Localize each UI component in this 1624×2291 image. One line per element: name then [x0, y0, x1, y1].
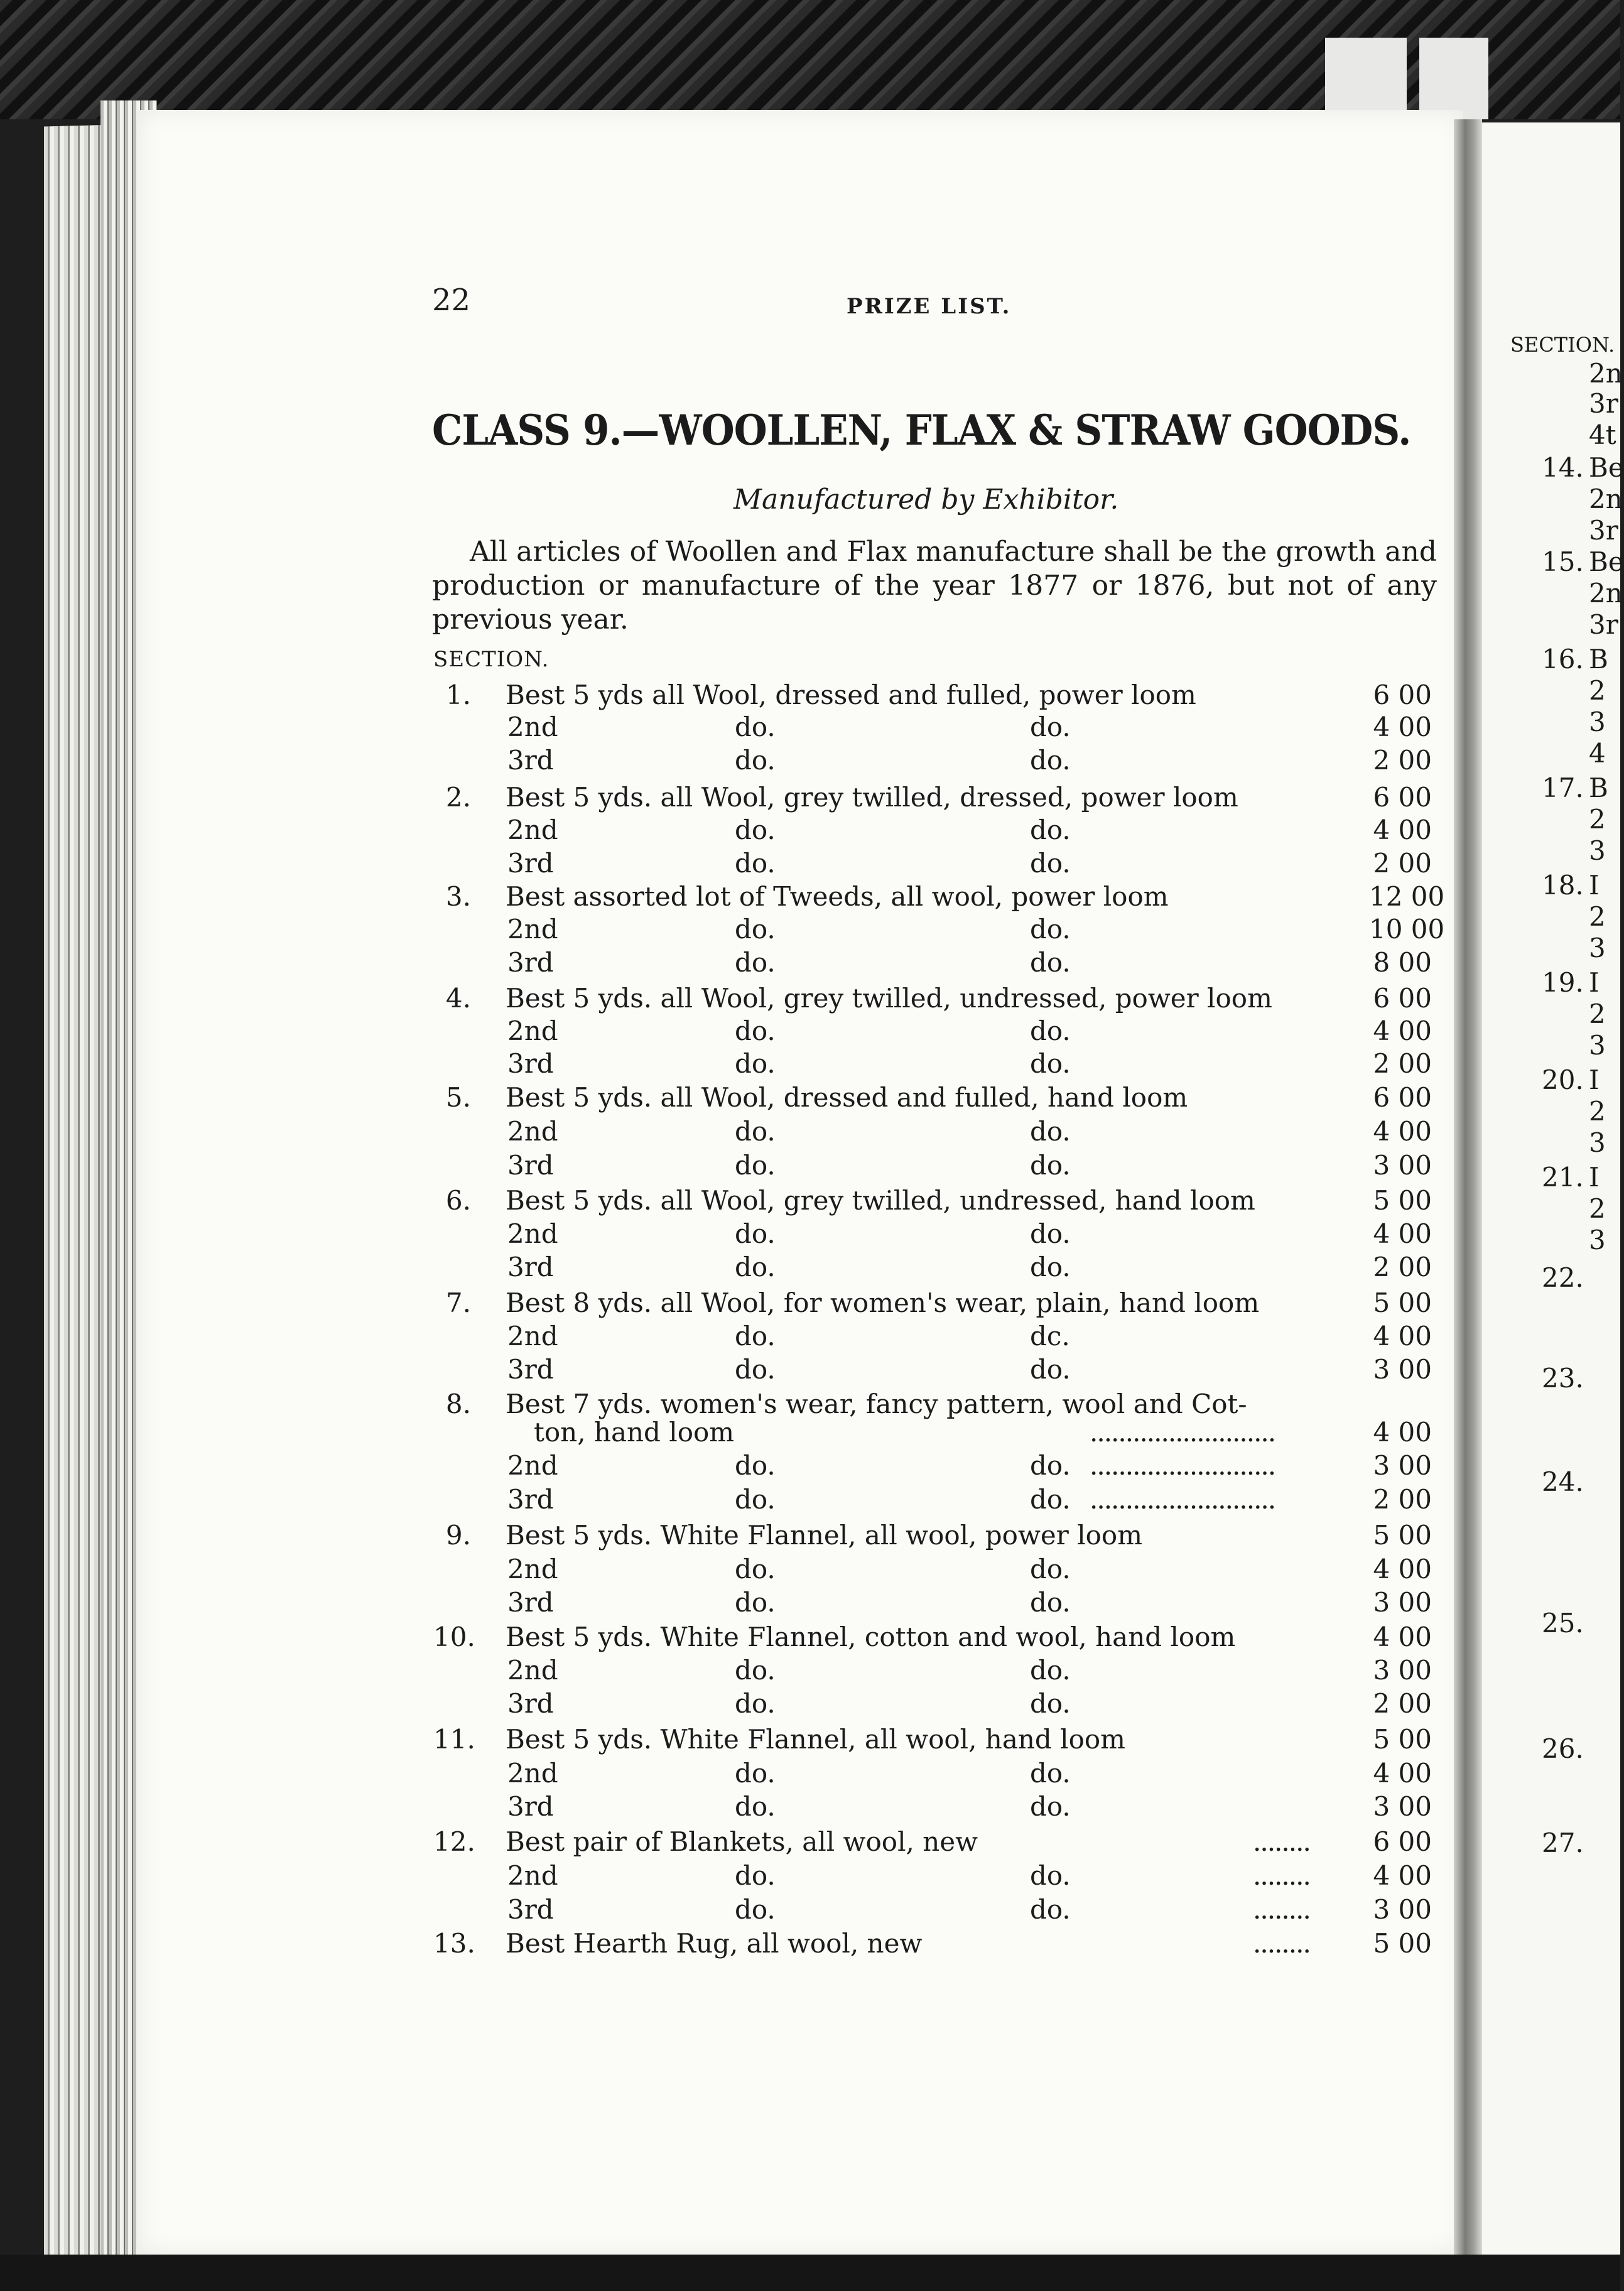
prize-amount: 12 00	[1369, 881, 1445, 912]
ditto-mark: do.	[1030, 1688, 1071, 1719]
prize-row	[0, 815, 1444, 848]
prize-rank: 2nd	[507, 1860, 558, 1891]
ditto-mark: do.	[735, 1894, 776, 1925]
ditto-mark: do.	[735, 848, 776, 879]
prize-amount: 4 00	[1373, 1321, 1432, 1351]
section-header: SECTION.	[433, 647, 549, 672]
prize-rank: 3rd	[507, 848, 554, 879]
prize-description: Best 5 yds. all Wool, grey twilled, undressed, hand loom	[506, 1185, 1255, 1216]
leader-dots: ........	[1253, 1928, 1310, 1959]
intro-paragraph: All articles of Woollen and Flax manufacture shall be the growth and production or manufacture of the year 1877 or 1876, but not of any previous year.	[432, 536, 1437, 636]
prize-row	[0, 1116, 1444, 1150]
prize-rank: 3rd	[507, 1894, 554, 1925]
right-page-fragment: 4t	[1589, 420, 1616, 450]
ditto-mark: do.	[1030, 712, 1071, 742]
ditto-mark: do.	[1030, 1252, 1071, 1282]
section-number: 8.	[445, 1389, 471, 1419]
right-page-fragment: 16.	[1542, 644, 1584, 674]
right-page-fragment: 20.	[1542, 1064, 1584, 1095]
section-number: 12.	[433, 1826, 475, 1857]
prize-row	[0, 1185, 1444, 1219]
prize-row	[0, 680, 1444, 713]
right-page-fragment: 2n	[1589, 578, 1623, 609]
prize-row	[0, 1048, 1444, 1082]
paper-tab	[1419, 38, 1488, 119]
right-page-fragment: 4	[1589, 738, 1606, 769]
prize-amount: 3 00	[1373, 1655, 1432, 1686]
ditto-mark: do.	[1030, 1758, 1071, 1789]
ditto-mark: do.	[735, 1321, 776, 1351]
prize-rank: 3rd	[507, 1150, 554, 1181]
right-page-fragment: 3	[1589, 1127, 1606, 1158]
ditto-mark: dc.	[1030, 1321, 1070, 1351]
prize-row	[0, 1894, 1444, 1928]
prize-amount: 3 00	[1373, 1450, 1432, 1481]
ditto-mark: do.	[1030, 1354, 1071, 1385]
ditto-mark: do.	[1030, 1218, 1071, 1249]
right-page-fragment: 19.	[1542, 967, 1584, 998]
right-page-fragment: I	[1589, 967, 1600, 998]
section-number: 4.	[445, 983, 471, 1014]
prize-rank: 2nd	[507, 914, 558, 945]
prize-description: Best 5 yds. White Flannel, all wool, power loom	[506, 1520, 1143, 1551]
leader-dots: ..........................	[1090, 1484, 1275, 1515]
scan-background-bottom	[0, 2255, 1620, 2291]
section-number: 5.	[445, 1082, 471, 1113]
ditto-mark: do.	[735, 1116, 776, 1147]
prize-row	[0, 1826, 1444, 1860]
ditto-mark: do.	[1030, 1484, 1071, 1515]
ditto-mark: do.	[1030, 745, 1071, 776]
ditto-mark: do.	[1030, 1016, 1071, 1046]
prize-amount: 6 00	[1373, 1826, 1432, 1857]
prize-rank: 2nd	[507, 1321, 558, 1351]
prize-row	[0, 1554, 1444, 1588]
section-number: 9.	[445, 1520, 471, 1551]
ditto-mark: do.	[735, 1554, 776, 1584]
prize-row	[0, 1287, 1444, 1321]
prize-rank: 3rd	[507, 1688, 554, 1719]
leader-dots: ..........................	[1090, 1450, 1275, 1481]
right-page-fragment: Be	[1589, 452, 1624, 483]
prize-rank: 3rd	[507, 745, 554, 776]
prize-amount: 6 00	[1373, 782, 1432, 813]
ditto-mark: do.	[1030, 848, 1071, 879]
prize-rank: 2nd	[507, 1218, 558, 1249]
ditto-mark: do.	[1030, 1554, 1071, 1584]
section-number: 13.	[433, 1928, 475, 1959]
ditto-mark: do.	[735, 745, 776, 776]
ditto-mark: do.	[1030, 1450, 1071, 1481]
right-page-fragment: 27.	[1542, 1828, 1584, 1858]
prize-description: Best 5 yds. all Wool, dressed and fulled, hand loom	[506, 1082, 1188, 1113]
ditto-mark: do.	[735, 1150, 776, 1181]
prize-row	[0, 1016, 1444, 1049]
prize-amount: 5 00	[1373, 1287, 1432, 1318]
prize-row	[0, 1082, 1444, 1116]
prize-rank: 3rd	[507, 1354, 554, 1385]
ditto-mark: do.	[1030, 914, 1071, 945]
right-page-fragment: 25.	[1542, 1608, 1584, 1638]
ditto-mark: do.	[735, 1791, 776, 1822]
prize-description: Best 7 yds. women's wear, fancy pattern, wool and Cot-	[506, 1389, 1247, 1419]
prize-rank: 2nd	[507, 1758, 558, 1789]
prize-rank: 3rd	[507, 1791, 554, 1822]
ditto-mark: do.	[735, 914, 776, 945]
right-page-fragment: B	[1589, 772, 1608, 803]
prize-row	[0, 1622, 1444, 1655]
prize-row	[0, 1724, 1444, 1758]
prize-amount: 4 00	[1373, 1016, 1432, 1046]
prize-amount: 2 00	[1373, 1484, 1432, 1515]
right-page	[1482, 122, 1624, 2270]
prize-amount: 2 00	[1373, 1252, 1432, 1282]
prize-rank: 2nd	[507, 1016, 558, 1046]
page-number: 22	[432, 283, 471, 318]
ditto-mark: do.	[735, 712, 776, 742]
right-page-fragment: 2	[1589, 1096, 1606, 1127]
prize-row	[0, 1417, 1444, 1451]
right-page-fragment: 3r	[1589, 609, 1618, 640]
prize-amount: 3 00	[1373, 1894, 1432, 1925]
prize-amount: 3 00	[1373, 1354, 1432, 1385]
prize-row	[0, 782, 1444, 816]
class-subtitle: Manufactured by Exhibitor.	[734, 484, 1119, 516]
prize-amount: 4 00	[1373, 1554, 1432, 1584]
prize-description: Best Hearth Rug, all wool, new	[506, 1928, 923, 1959]
right-page-fragment: 14.	[1542, 452, 1584, 483]
right-page-fragment: 18.	[1542, 870, 1584, 901]
leader-dots: ........	[1253, 1894, 1310, 1925]
prize-amount: 2 00	[1373, 1048, 1432, 1079]
prize-amount: 2 00	[1373, 745, 1432, 776]
right-page-fragment: I	[1589, 1162, 1600, 1193]
right-page-fragment: 2	[1589, 675, 1606, 706]
prize-rank: 3rd	[507, 1048, 554, 1079]
right-page-fragment: I	[1589, 1064, 1600, 1095]
section-number: 2.	[445, 782, 471, 813]
right-page-fragment: 24.	[1542, 1466, 1584, 1497]
ditto-mark: do.	[735, 1048, 776, 1079]
prize-row	[0, 1928, 1444, 1962]
prize-amount: 4 00	[1373, 1218, 1432, 1249]
prize-amount: 2 00	[1373, 848, 1432, 879]
prize-row	[0, 1758, 1444, 1792]
prize-rank: 2nd	[507, 1655, 558, 1686]
prize-amount: 5 00	[1373, 1724, 1432, 1755]
ditto-mark: do.	[1030, 1587, 1071, 1618]
prize-amount: 3 00	[1373, 1791, 1432, 1822]
ditto-mark: do.	[735, 1354, 776, 1385]
ditto-mark: do.	[735, 815, 776, 845]
right-page-fragment: 3r	[1589, 388, 1618, 419]
prize-amount: 5 00	[1373, 1520, 1432, 1551]
ditto-mark: do.	[1030, 1894, 1071, 1925]
prize-rank: 3rd	[507, 1587, 554, 1618]
section-number: 10.	[433, 1622, 475, 1652]
prize-description: Best 5 yds. White Flannel, all wool, hand loom	[506, 1724, 1125, 1755]
prize-amount: 5 00	[1373, 1185, 1432, 1216]
prize-amount: 4 00	[1373, 1622, 1432, 1652]
right-page-fragment: B	[1589, 644, 1608, 674]
class-title: CLASS 9.—WOOLLEN, FLAX & STRAW GOODS.	[432, 406, 1411, 455]
right-page-fragment: 23.	[1542, 1363, 1584, 1394]
prize-row	[0, 1688, 1444, 1722]
right-page-fragment: 3	[1589, 707, 1606, 737]
ditto-mark: do.	[1030, 1048, 1071, 1079]
prize-row	[0, 1252, 1444, 1286]
ditto-mark: do.	[735, 1252, 776, 1282]
prize-description: Best 5 yds all Wool, dressed and fulled, power loom	[506, 680, 1196, 710]
prize-rank: 2nd	[507, 1450, 558, 1481]
prize-amount: 4 00	[1373, 1860, 1432, 1891]
section-number: 3.	[445, 881, 471, 912]
ditto-mark: do.	[1030, 815, 1071, 845]
right-section-header: SECTION.	[1510, 333, 1615, 357]
prize-row	[0, 1321, 1444, 1355]
prize-amount: 6 00	[1373, 680, 1432, 710]
right-page-fragment: 2n	[1589, 358, 1623, 389]
prize-row	[0, 1655, 1444, 1689]
prize-amount: 2 00	[1373, 1688, 1432, 1719]
paper-tab	[1325, 38, 1407, 119]
prize-rank: 3rd	[507, 947, 554, 978]
right-page-fragment: 3r	[1589, 515, 1618, 546]
ditto-mark: do.	[1030, 1791, 1071, 1822]
right-page-fragment: 3	[1589, 1225, 1606, 1255]
book-gutter	[1454, 119, 1482, 2261]
prize-row	[0, 712, 1444, 745]
prize-amount: 4 00	[1373, 1116, 1432, 1147]
prize-amount: 3 00	[1373, 1150, 1432, 1181]
running-header: PRIZE LIST.	[847, 294, 1012, 319]
prize-row	[0, 1354, 1444, 1388]
right-page-fragment: 17.	[1542, 772, 1584, 803]
ditto-mark: do.	[1030, 1655, 1071, 1686]
prize-rank: 2nd	[507, 815, 558, 845]
prize-row	[0, 914, 1444, 948]
prize-row	[0, 1218, 1444, 1252]
right-page-fragment: 15.	[1542, 546, 1584, 577]
prize-amount: 6 00	[1373, 983, 1432, 1014]
right-page-fragment: 2	[1589, 1193, 1606, 1224]
ditto-mark: do.	[735, 1450, 776, 1481]
section-number: 6.	[445, 1185, 471, 1216]
right-page-fragment: 3	[1589, 933, 1606, 963]
right-page-fragment: 2	[1589, 804, 1606, 835]
prize-amount: 5 00	[1373, 1928, 1432, 1959]
prize-description: Best assorted lot of Tweeds, all wool, power loom	[506, 881, 1169, 912]
ditto-mark: do.	[1030, 1116, 1071, 1147]
prize-row	[0, 848, 1444, 882]
prize-row	[0, 745, 1444, 779]
right-page-fragment: 2	[1589, 999, 1606, 1029]
prize-description: Best 5 yds. all Wool, grey twilled, undressed, power loom	[506, 983, 1272, 1014]
ditto-mark: do.	[735, 1587, 776, 1618]
right-page-fragment: 26.	[1542, 1733, 1584, 1764]
ditto-mark: do.	[735, 1758, 776, 1789]
prize-row	[0, 1450, 1444, 1484]
prize-amount: 4 00	[1373, 815, 1432, 845]
ditto-mark: do.	[735, 1655, 776, 1686]
prize-description: Best 5 yds. all Wool, grey twilled, dressed, power loom	[506, 782, 1238, 813]
prize-amount: 6 00	[1373, 1082, 1432, 1113]
leader-dots: ........	[1253, 1860, 1310, 1891]
right-page-fragment: 2	[1589, 901, 1606, 932]
prize-amount: 10 00	[1369, 914, 1445, 945]
prize-row	[0, 1484, 1444, 1518]
prize-description: Best pair of Blankets, all wool, new	[506, 1826, 978, 1857]
prize-row	[0, 1860, 1444, 1894]
section-number: 1.	[445, 680, 471, 710]
prize-rank: 2nd	[507, 1554, 558, 1584]
ditto-mark: do.	[735, 947, 776, 978]
ditto-mark: do.	[1030, 1150, 1071, 1181]
prize-row	[0, 881, 1444, 915]
right-page-fragment: 3	[1589, 1030, 1606, 1061]
leader-dots: ........	[1253, 1826, 1310, 1857]
section-number: 11.	[433, 1724, 475, 1755]
prize-rank: 3rd	[507, 1252, 554, 1282]
ditto-mark: do.	[735, 1688, 776, 1719]
ditto-mark: do.	[735, 1218, 776, 1249]
right-page-fragment: Be	[1589, 546, 1624, 577]
prize-description: ton, hand loom	[534, 1417, 735, 1448]
prize-row	[0, 983, 1444, 1017]
ditto-mark: do.	[1030, 947, 1071, 978]
prize-rank: 2nd	[507, 712, 558, 742]
prize-amount: 3 00	[1373, 1587, 1432, 1618]
prize-amount: 4 00	[1373, 1417, 1432, 1448]
prize-amount: 8 00	[1373, 947, 1432, 978]
prize-row	[0, 947, 1444, 981]
prize-description: Best 5 yds. White Flannel, cotton and wool, hand loom	[506, 1622, 1236, 1652]
leader-dots: ..........................	[1090, 1417, 1275, 1448]
prize-row	[0, 1520, 1444, 1554]
ditto-mark: do.	[735, 1860, 776, 1891]
prize-row	[0, 1587, 1444, 1621]
prize-rank: 3rd	[507, 1484, 554, 1515]
prize-amount: 4 00	[1373, 712, 1432, 742]
prize-row	[0, 1791, 1444, 1825]
right-page-fragment: 21.	[1542, 1162, 1584, 1193]
right-page-fragment: 22.	[1542, 1262, 1584, 1293]
prize-amount: 4 00	[1373, 1758, 1432, 1789]
prize-row	[0, 1150, 1444, 1184]
right-page-fragment: 2n	[1589, 484, 1623, 514]
ditto-mark: do.	[735, 1016, 776, 1046]
section-number: 7.	[445, 1287, 471, 1318]
prize-rank: 2nd	[507, 1116, 558, 1147]
ditto-mark: do.	[1030, 1860, 1071, 1891]
ditto-mark: do.	[735, 1484, 776, 1515]
prize-description: Best 8 yds. all Wool, for women's wear, plain, hand loom	[506, 1287, 1260, 1318]
right-page-fragment: I	[1589, 870, 1600, 901]
right-page-fragment: 3	[1589, 835, 1606, 866]
